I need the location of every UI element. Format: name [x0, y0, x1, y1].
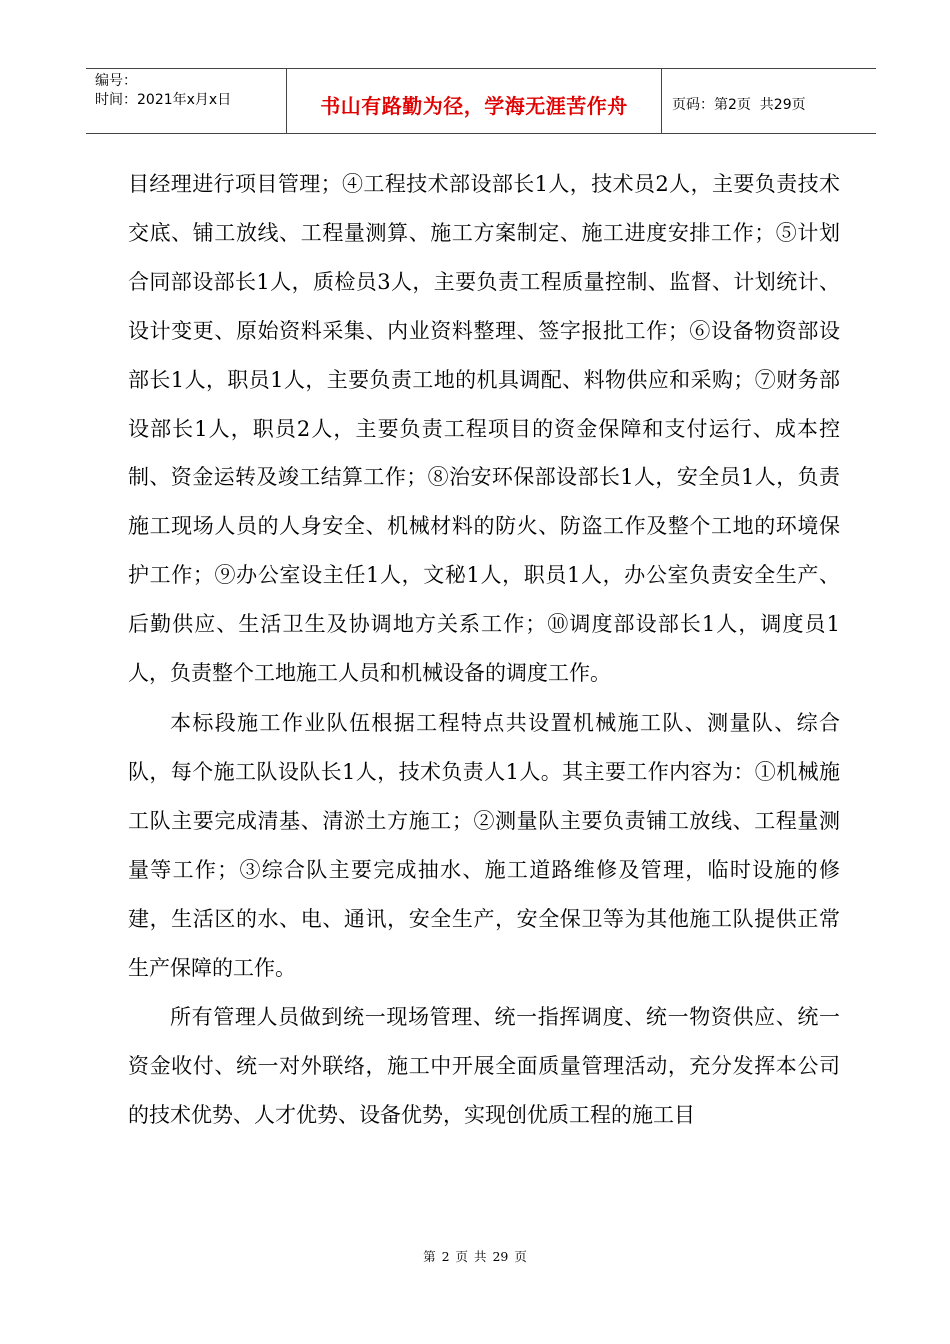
- page-footer: 第 2 页 共 29 页: [423, 1249, 527, 1264]
- document-body: [128, 160, 840, 1140]
- page-info-text: 页码：第2页 共29页: [672, 97, 806, 113]
- paragraph: 本标段施工作业队伍根据工程特点共设置机械施工队、测量队、综合队，每个施工队设队长1人，技术负责人1人。其主要工作内容为：①机械施工队主要完成清基、清淤土方施工；②测量队主要负责铺工放线、工程量测量等工作；③综合队主要完成抽水、施工道路维修及管理，临时设施的修建，生活区的水、电、通讯，安全生产，安全保卫等为其他施工队提供正常生产保障的工作。: [128, 710, 840, 980]
- motto-text: 书山有路勤为径，学海无涯苦作舟: [320, 93, 628, 118]
- paragraph: 目经理进行项目管理；④工程技术部设部长1人，技术员2人，主要负责技术交底、铺工放线、工程量测算、施工方案制定、施工进度安排工作；⑤计划合同部设部长1人，质检员3人，主要负责工程质量控制、监督、计划统计、设计变更、原始资料采集、内业资料整理、签字报批工作；⑥设备物资部设部长1人，职员1人，主要负责工地的机具调配、料物供应和采购；⑦财务部设部长1人，职员2人，主要负责工程项目的资金保障和支付运行、成本控制、资金运转及竣工结算工作；⑧治安环保部设部长1人，安全员1人，负责施工现场人员的人身安全、机械材料的防火、防盗工作及整个工地的环境保护工作；⑨办公室设主任1人，文秘1人，职员1人，办公室负责安全生产、后勤供应、生活卫生及协调地方关系工作；⑩调度部设部长1人，调度员1人，负责整个工地施工人员和机械设备的调度工作。: [128, 172, 840, 686]
- date-label: 时间：2021年x月x日: [95, 92, 232, 108]
- code-label: 编号：: [95, 73, 137, 89]
- header-meta: [86, 69, 287, 133]
- page-header: [86, 68, 876, 134]
- paragraph: 所有管理人员做到统一现场管理、统一指挥调度、统一物资供应、统一资金收付、统一对外联络，施工中开展全面质量管理活动，充分发挥本公司的技术优势、人才优势、设备优势，实现创优质工程的施工目: [128, 1005, 840, 1128]
- header-page-info: [662, 69, 876, 133]
- header-motto-cell: [287, 69, 662, 133]
